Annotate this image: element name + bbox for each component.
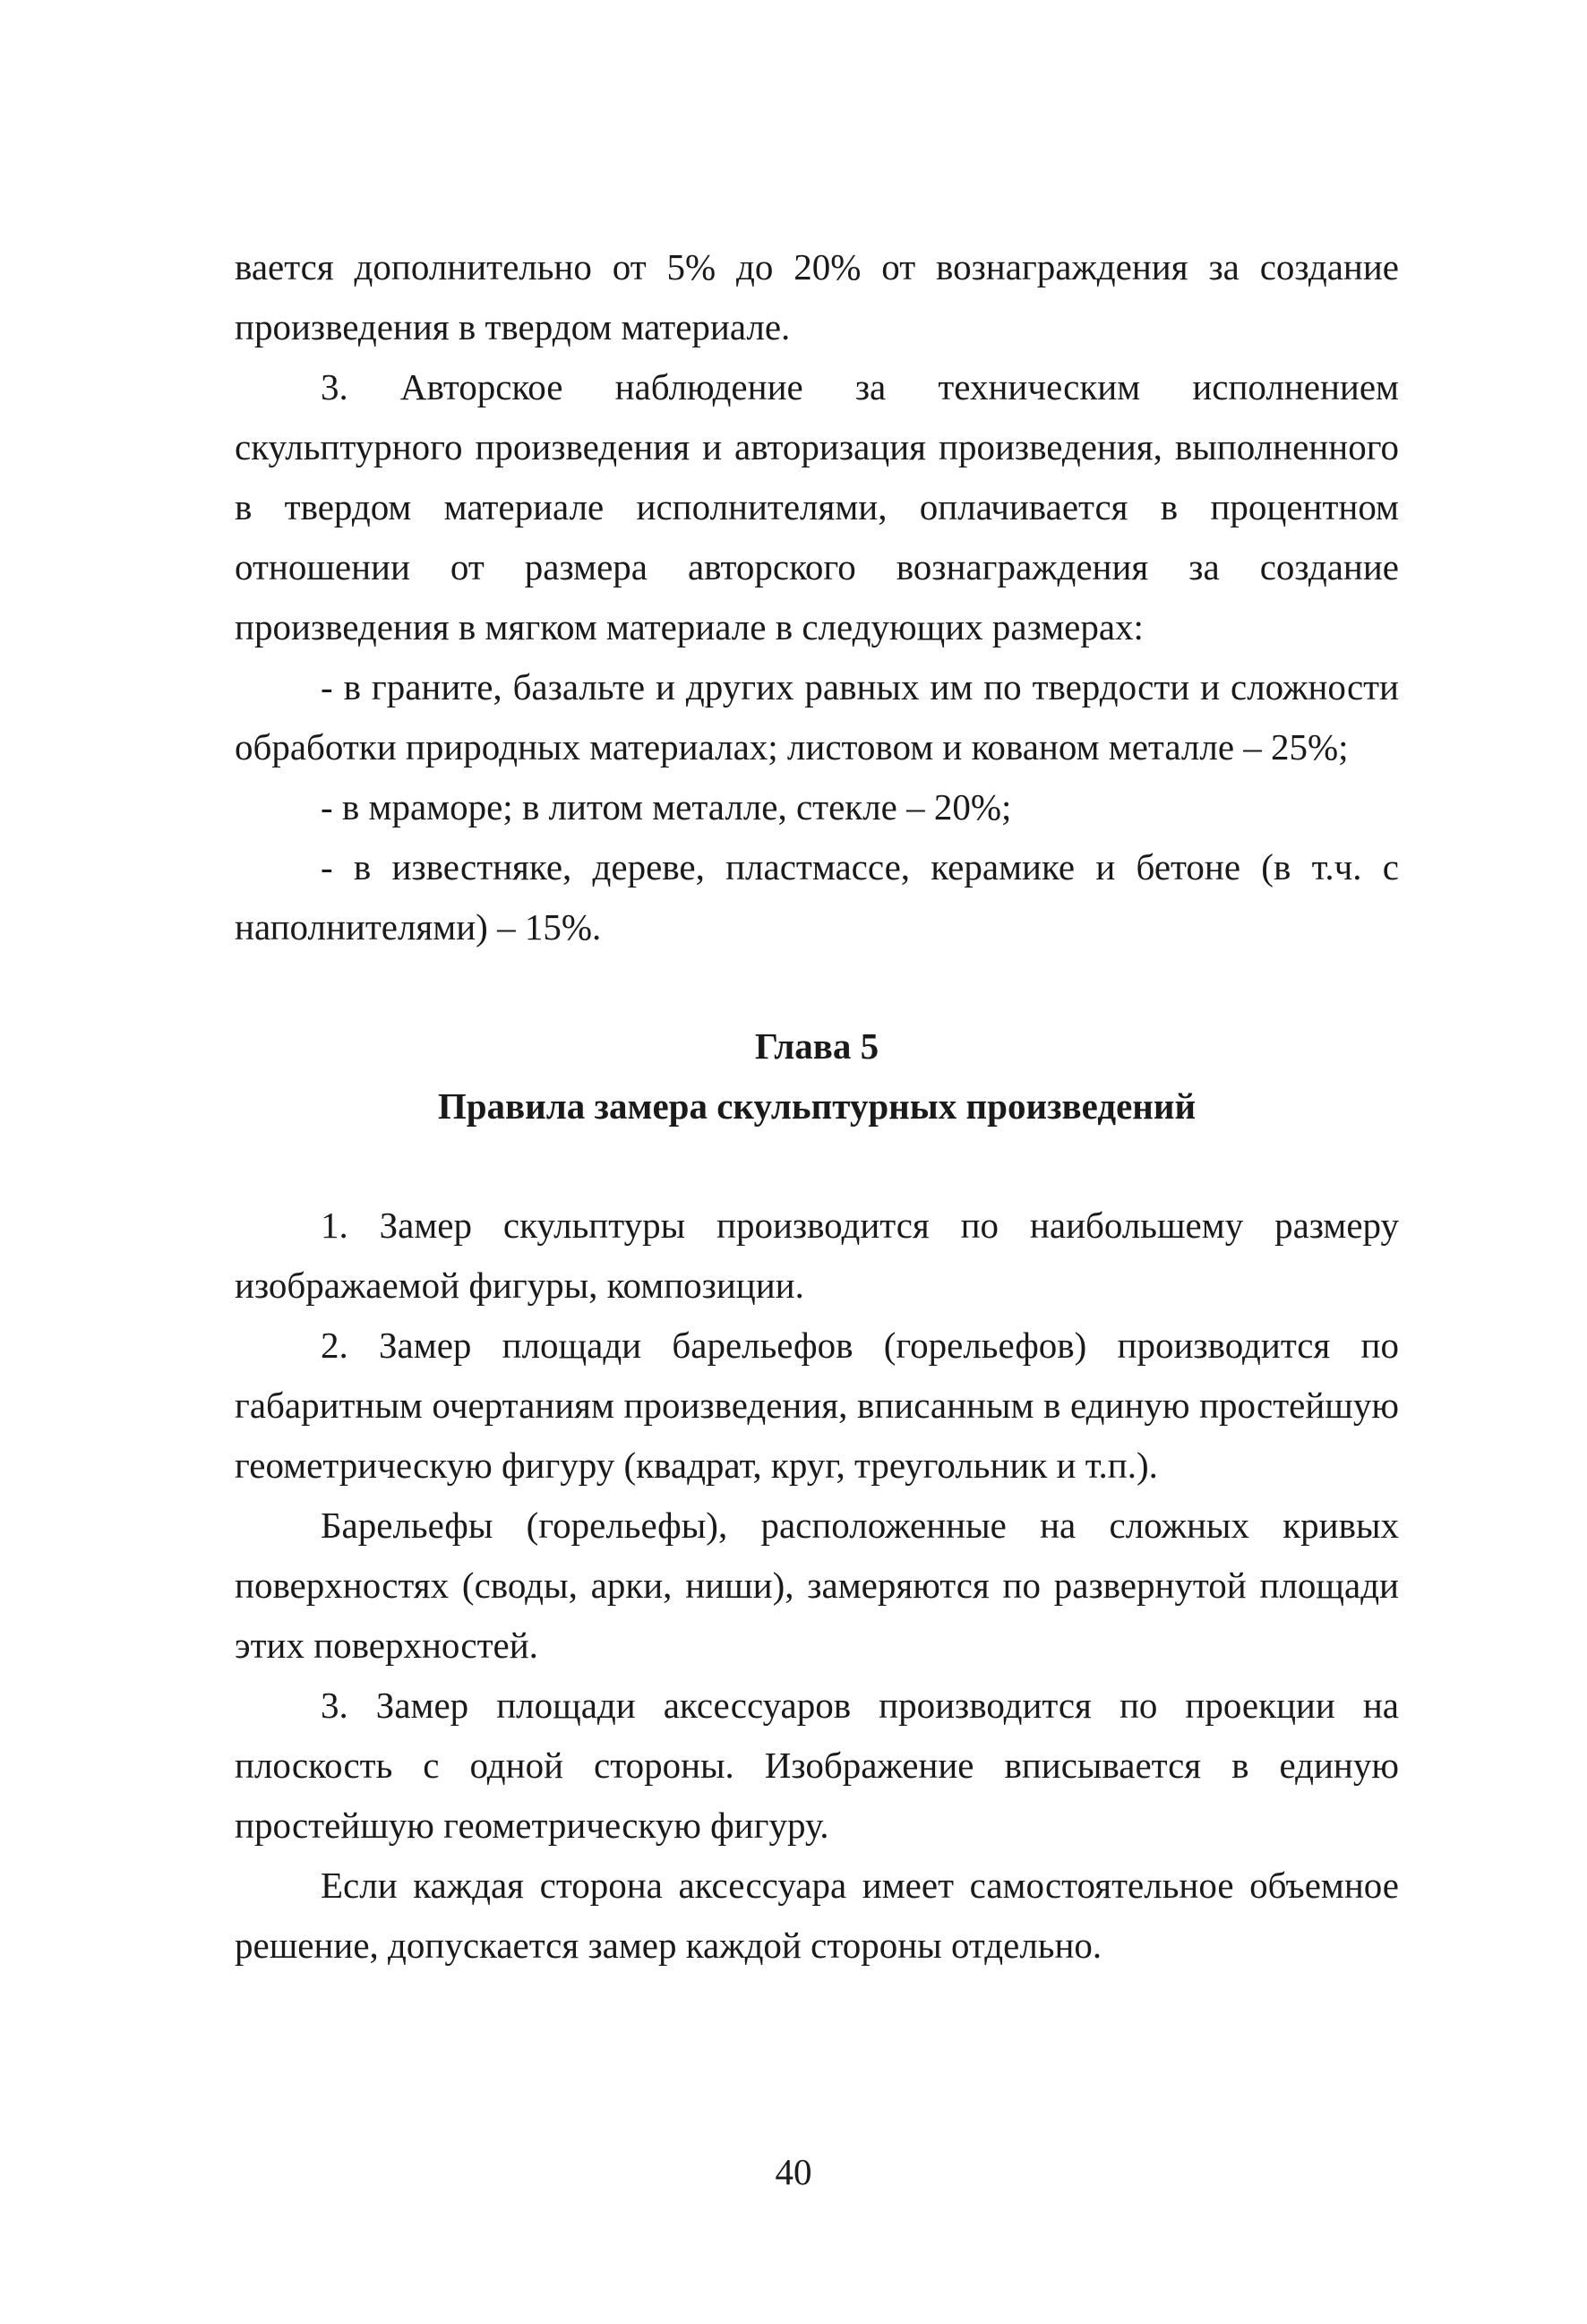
paragraph-author-supervision: 3. Авторское наблюдение за техническим исполнением скульптурного произведения и авторизация произведения, выполненного в твердом материале исполнителями, оплачивается в процентном отношении от размера авторского вознаграждения за создание произведения в мягком материале в следующих размерах: (235, 366, 1399, 647)
paragraph-each-side: Если каждая сторона аксессуара имеет самостоятельное объемное решение, допускается замер каждой стороны отдельно. (235, 1865, 1399, 1966)
paragraph-curved-surfaces: Барельефы (горельефы), расположенные на сложных кривых поверхностях (своды, арки, ниши), замеряются по развернутой площади этих поверхностей. (235, 1505, 1399, 1666)
list-item-marble: - в мраморе; в литом металле, стекле – 20%; (321, 786, 1012, 828)
list-item-limestone: - в известняке, дереве, пластмассе, керамике и бетоне (в т.ч. с наполнителями) – 15%. (235, 846, 1399, 948)
paragraph-sculpture-measure: 1. Замер скульптуры производится по наибольшему размеру изображаемой фигуры, композиции. (235, 1205, 1399, 1306)
paragraph-continuation: вается дополнительно от 5% до 20% от вознаграждения за создание произведения в твердом материале. (235, 246, 1399, 347)
page-number: 40 (775, 2151, 812, 2192)
chapter-title: Правила замера скульптурных произведений (437, 1085, 1197, 1127)
chapter-number: Глава 5 (754, 1025, 879, 1067)
paragraph-accessories-measure: 3. Замер площади аксессуаров производится по проекции на плоскость с одной стороны. Изображение вписывается в единую простейшую геометрическую фигуру. (235, 1685, 1399, 1846)
paragraph-bas-relief-measure: 2. Замер площади барельефов (горельефов) производится по габаритным очертаниям произведения, вписанным в единую простейшую геометрическую фигуру (квадрат, круг, треугольник и т.п.). (235, 1325, 1399, 1486)
list-item-granite: - в граните, базальте и других равных им по твердости и сложности обработки природных материалах; листовом и кованом металле – 25%; (235, 666, 1399, 768)
